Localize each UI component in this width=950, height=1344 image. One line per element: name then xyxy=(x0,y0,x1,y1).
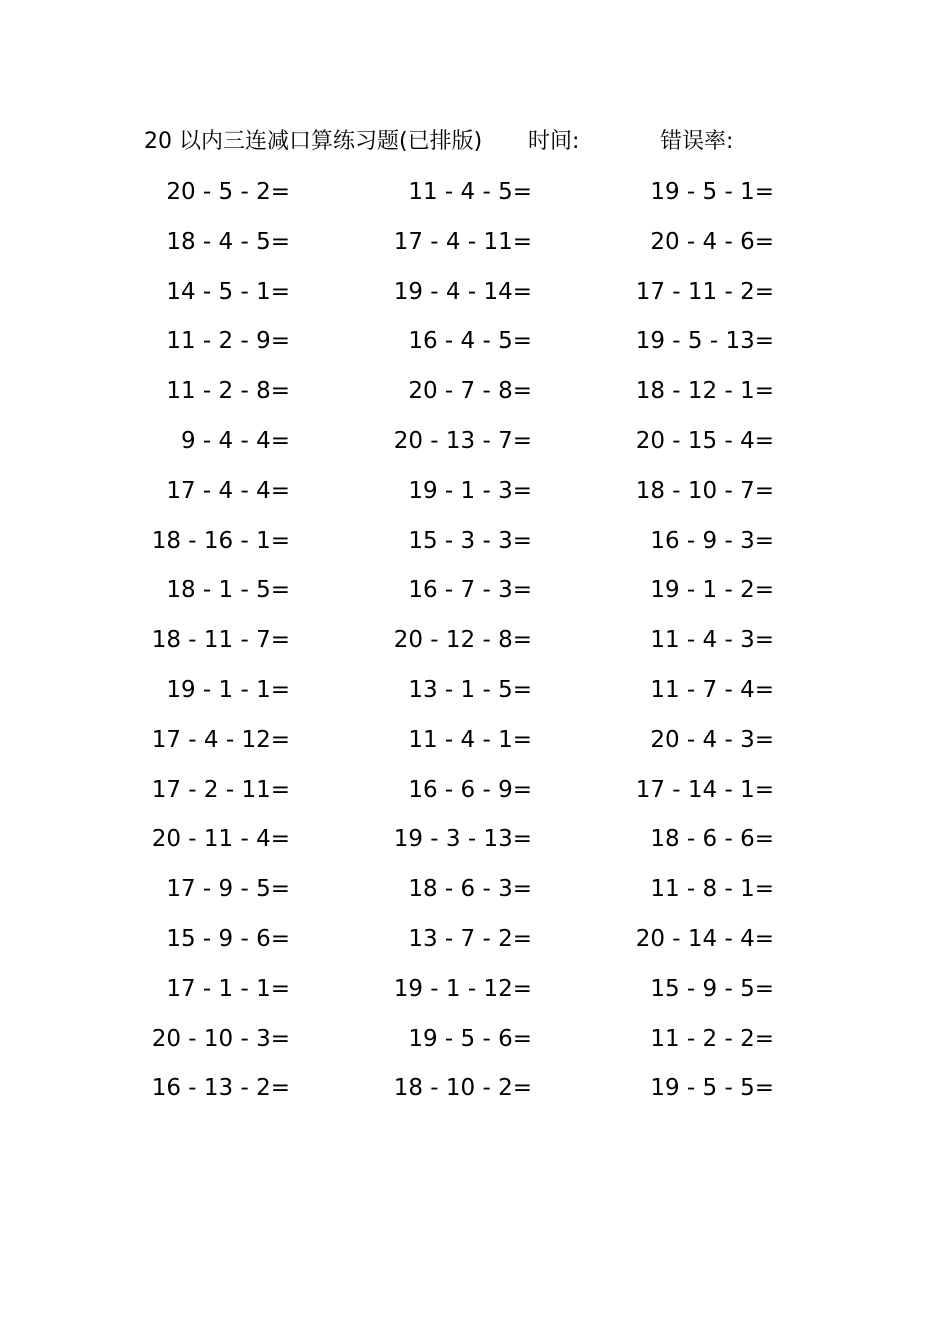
problem-item: 17 - 14 - 1= xyxy=(635,776,774,803)
problem-item: 15 - 9 - 6= xyxy=(166,925,290,952)
problem-item: 16 - 13 - 2= xyxy=(151,1075,290,1102)
problem-item: 20 - 4 - 3= xyxy=(650,726,774,753)
problem-item: 18 - 6 - 6= xyxy=(650,826,774,853)
problem-row xyxy=(0,174,950,224)
error-rate-label: 错误率: xyxy=(660,129,734,154)
problem-item: 18 - 1 - 5= xyxy=(166,577,290,604)
problem-item: 15 - 9 - 5= xyxy=(650,975,774,1002)
problem-row xyxy=(0,423,950,473)
problem-item: 18 - 12 - 1= xyxy=(635,378,774,405)
problem-item: 16 - 4 - 5= xyxy=(408,328,532,355)
worksheet-header xyxy=(144,124,844,160)
problem-item: 13 - 1 - 5= xyxy=(408,676,532,703)
problem-item: 13 - 7 - 2= xyxy=(408,925,532,952)
problem-row xyxy=(0,1070,950,1120)
problem-item: 17 - 9 - 5= xyxy=(166,876,290,903)
problem-item: 18 - 16 - 1= xyxy=(151,527,290,554)
problem-item: 17 - 4 - 11= xyxy=(393,228,532,255)
problem-item: 18 - 4 - 5= xyxy=(166,228,290,255)
problem-item: 20 - 7 - 8= xyxy=(408,378,532,405)
problem-row xyxy=(0,921,950,971)
problem-grid xyxy=(0,174,950,1120)
problem-item: 15 - 3 - 3= xyxy=(408,527,532,554)
problem-item: 11 - 7 - 4= xyxy=(650,676,774,703)
problem-item: 16 - 7 - 3= xyxy=(408,577,532,604)
problem-item: 18 - 10 - 7= xyxy=(635,477,774,504)
problem-row xyxy=(0,622,950,672)
problem-item: 19 - 5 - 6= xyxy=(408,1025,532,1052)
problem-item: 20 - 15 - 4= xyxy=(635,427,774,454)
problem-item: 11 - 8 - 1= xyxy=(650,876,774,903)
problem-item: 14 - 5 - 1= xyxy=(166,278,290,305)
problem-row xyxy=(0,871,950,921)
problem-item: 20 - 5 - 2= xyxy=(166,179,290,205)
problem-row xyxy=(0,224,950,274)
problem-row xyxy=(0,274,950,324)
time-label: 时间: xyxy=(528,129,580,154)
problem-item: 19 - 1 - 12= xyxy=(393,975,532,1002)
problem-row xyxy=(0,373,950,423)
problem-item: 11 - 4 - 1= xyxy=(408,726,532,753)
problem-item: 17 - 11 - 2= xyxy=(635,278,774,305)
problem-item: 9 - 4 - 4= xyxy=(180,427,290,454)
problem-item: 11 - 2 - 9= xyxy=(166,328,290,355)
problem-item: 20 - 11 - 4= xyxy=(151,826,290,853)
problem-item: 11 - 4 - 3= xyxy=(650,627,774,654)
problem-item: 19 - 1 - 1= xyxy=(166,676,290,703)
problem-item: 11 - 2 - 2= xyxy=(650,1025,774,1052)
problem-item: 19 - 5 - 5= xyxy=(650,1075,774,1102)
problem-row xyxy=(0,523,950,573)
problem-item: 18 - 6 - 3= xyxy=(408,876,532,903)
worksheet-title: 20 以内三连减口算练习题(已排版) xyxy=(144,129,483,154)
problem-item: 17 - 2 - 11= xyxy=(151,776,290,803)
problem-item: 20 - 14 - 4= xyxy=(635,925,774,952)
problem-row xyxy=(0,473,950,523)
problem-row xyxy=(0,971,950,1021)
problem-row xyxy=(0,821,950,871)
problem-item: 17 - 4 - 12= xyxy=(151,726,290,753)
problem-item: 19 - 1 - 2= xyxy=(650,577,774,604)
problem-item: 19 - 5 - 13= xyxy=(635,328,774,355)
problem-item: 19 - 3 - 13= xyxy=(393,826,532,853)
problem-item: 16 - 9 - 3= xyxy=(650,527,774,554)
problem-item: 20 - 4 - 6= xyxy=(650,228,774,255)
problem-item: 19 - 4 - 14= xyxy=(393,278,532,305)
problem-item: 18 - 11 - 7= xyxy=(151,627,290,654)
problem-row xyxy=(0,572,950,622)
problem-item: 18 - 10 - 2= xyxy=(393,1075,532,1102)
problem-item: 11 - 4 - 5= xyxy=(408,179,532,205)
problem-row xyxy=(0,772,950,822)
problem-item: 17 - 4 - 4= xyxy=(166,477,290,504)
problem-item: 19 - 5 - 1= xyxy=(650,179,774,205)
problem-item: 19 - 1 - 3= xyxy=(408,477,532,504)
problem-item: 20 - 12 - 8= xyxy=(393,627,532,654)
problem-item: 20 - 10 - 3= xyxy=(151,1025,290,1052)
problem-row xyxy=(0,1021,950,1071)
problem-item: 11 - 2 - 8= xyxy=(166,378,290,405)
problem-item: 20 - 13 - 7= xyxy=(393,427,532,454)
problem-row xyxy=(0,672,950,722)
problem-item: 17 - 1 - 1= xyxy=(166,975,290,1002)
problem-item: 16 - 6 - 9= xyxy=(408,776,532,803)
problem-row xyxy=(0,323,950,373)
problem-row xyxy=(0,722,950,772)
